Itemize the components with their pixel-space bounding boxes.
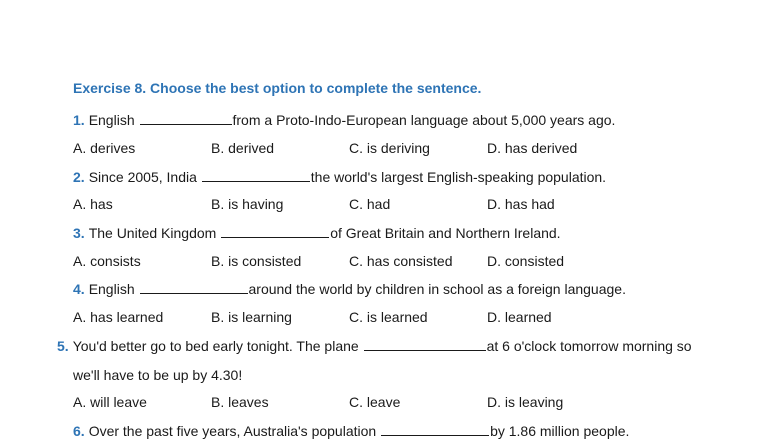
option-d[interactable]: D. has derived (487, 140, 578, 156)
option-a[interactable]: A. has (73, 196, 113, 212)
option-c[interactable]: C. leave (349, 394, 401, 410)
question-6 (73, 422, 629, 440)
answer-blank[interactable] (221, 224, 329, 238)
question-5-continuation: we'll have to be up by 4.30! (73, 367, 243, 383)
option-c[interactable]: C. is learned (349, 309, 428, 325)
question-5 (57, 337, 692, 355)
question-number: 4. (73, 281, 85, 297)
answer-blank[interactable] (202, 168, 310, 182)
answer-blank[interactable] (364, 337, 486, 351)
option-a[interactable]: A. consists (73, 253, 141, 269)
question-text-after: by 1.86 million people. (490, 423, 630, 439)
question-text-before: English (88, 281, 135, 297)
question-4 (73, 280, 626, 298)
option-c[interactable]: C. is deriving (349, 140, 430, 156)
option-c[interactable]: C. had (349, 196, 391, 212)
question-3 (73, 224, 561, 242)
question-text-after: around the world by children in school as a foreign language. (248, 281, 626, 297)
question-number: 3. (73, 225, 85, 241)
question-text-after: at 6 o'clock tomorrow morning so (486, 338, 692, 354)
option-a[interactable]: A. has learned (73, 309, 164, 325)
answer-blank[interactable] (140, 280, 248, 294)
question-text-before: You'd better go to bed early tonight. The plane (72, 338, 359, 354)
exercise-title: Exercise 8. Choose the best option to complete the sentence. (73, 80, 482, 96)
question-text-after: from a Proto-Indo-European language about 5,000 years ago. (232, 112, 616, 128)
question-text-before: Over the past five years, Australia's population (88, 423, 377, 439)
question-number: 5. (57, 338, 69, 354)
option-d[interactable]: D. is leaving (487, 394, 564, 410)
question-number: 1. (73, 112, 85, 128)
question-text-before: English (88, 112, 135, 128)
question-text-after: of Great Britain and Northern Ireland. (330, 225, 561, 241)
option-b[interactable]: B. is having (211, 196, 284, 212)
option-b[interactable]: B. is learning (211, 309, 292, 325)
question-number: 2. (73, 169, 85, 185)
question-text-before: The United Kingdom (88, 225, 217, 241)
option-b[interactable]: B. leaves (211, 394, 269, 410)
answer-blank[interactable] (381, 422, 489, 436)
option-d[interactable]: D. learned (487, 309, 552, 325)
option-b[interactable]: B. is consisted (211, 253, 302, 269)
question-text-after: the world's largest English-speaking population. (310, 169, 607, 185)
question-1 (73, 111, 615, 129)
option-a[interactable]: A. derives (73, 140, 136, 156)
option-d[interactable]: D. consisted (487, 253, 565, 269)
answer-blank[interactable] (140, 111, 232, 125)
option-b[interactable]: B. derived (211, 140, 275, 156)
option-d[interactable]: D. has had (487, 196, 555, 212)
question-text-before: Since 2005, India (88, 169, 197, 185)
option-c[interactable]: C. has consisted (349, 253, 453, 269)
question-2 (73, 168, 606, 186)
question-number: 6. (73, 423, 85, 439)
option-a[interactable]: A. will leave (73, 394, 147, 410)
